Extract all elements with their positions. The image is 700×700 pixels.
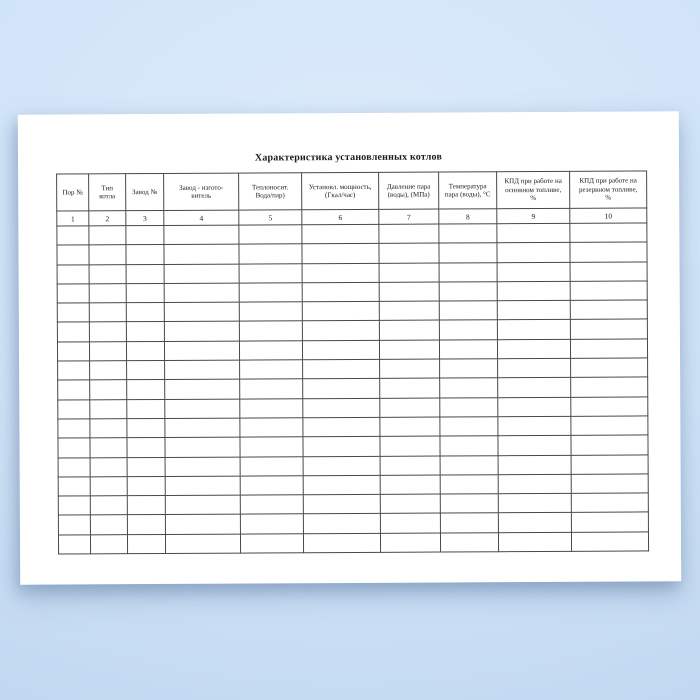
empty-cell-r1-c2 <box>89 226 126 245</box>
empty-cell-r9-c7 <box>380 378 440 398</box>
table-body <box>57 223 649 554</box>
empty-cell-r8-c10 <box>571 358 648 378</box>
empty-cell-r14-c1 <box>58 477 90 496</box>
empty-cell-r7-c4 <box>164 341 239 361</box>
empty-cell-r12-c2 <box>90 438 127 457</box>
empty-cell-r7-c1 <box>57 342 89 361</box>
empty-cell-r6-c5 <box>239 321 302 341</box>
empty-cell-r15-c2 <box>90 496 127 515</box>
empty-cell-r2-c1 <box>57 245 89 264</box>
empty-cell-r16-c4 <box>165 515 240 535</box>
empty-cell-r6-c2 <box>89 322 126 341</box>
empty-cell-r3-c1 <box>57 264 89 283</box>
empty-cell-r14-c7 <box>380 475 440 495</box>
empty-cell-r14-c5 <box>240 476 303 496</box>
empty-cell-r14-c3 <box>127 476 165 495</box>
empty-cell-r10-c10 <box>571 397 648 417</box>
empty-cell-r12-c5 <box>240 437 303 457</box>
column-number-7: 7 <box>379 209 439 224</box>
column-number-10: 10 <box>570 208 647 223</box>
boilers-table <box>56 170 649 554</box>
empty-cell-r16-c1 <box>58 515 90 534</box>
empty-cell-r16-c9 <box>498 513 571 533</box>
empty-cell-r5-c4 <box>164 302 239 322</box>
column-number-2: 2 <box>89 211 126 226</box>
empty-cell-r12-c7 <box>380 436 440 456</box>
empty-cell-r1-c5 <box>239 225 302 245</box>
empty-cell-r16-c8 <box>440 513 498 533</box>
empty-cell-r5-c5 <box>239 302 302 322</box>
empty-cell-r10-c1 <box>58 400 90 419</box>
empty-cell-r4-c7 <box>379 282 439 302</box>
column-number-4: 4 <box>164 210 239 225</box>
document-page <box>18 111 681 584</box>
empty-cell-r8-c9 <box>498 358 571 378</box>
empty-cell-r7-c10 <box>570 339 647 359</box>
empty-cell-r9-c8 <box>440 378 498 398</box>
empty-cell-r15-c8 <box>440 494 498 514</box>
empty-cell-r6-c1 <box>57 322 89 341</box>
empty-cell-r8-c5 <box>240 360 303 380</box>
empty-cell-r4-c8 <box>439 282 497 302</box>
empty-cell-r15-c4 <box>165 495 240 515</box>
empty-cell-r5-c2 <box>89 303 126 322</box>
empty-cell-r15-c6 <box>303 494 380 514</box>
empty-cell-r3-c6 <box>302 263 379 283</box>
empty-cell-r8-c1 <box>58 361 90 380</box>
empty-cell-r12-c3 <box>127 438 165 457</box>
empty-cell-r12-c9 <box>498 436 571 456</box>
empty-cell-r15-c5 <box>240 495 303 515</box>
empty-cell-r1-c9 <box>497 223 570 243</box>
empty-cell-r2-c2 <box>89 245 126 264</box>
empty-cell-r2-c4 <box>164 244 239 264</box>
empty-cell-r1-c6 <box>302 224 379 244</box>
empty-row-17 <box>58 532 648 554</box>
empty-cell-r17-c2 <box>90 534 127 553</box>
header-row <box>57 171 647 211</box>
empty-cell-r11-c6 <box>303 417 380 437</box>
column-number-8: 8 <box>439 209 497 224</box>
empty-cell-r5-c7 <box>379 301 439 321</box>
empty-cell-r10-c4 <box>165 399 240 419</box>
empty-cell-r2-c7 <box>379 243 439 263</box>
column-header-4: Завод - изгото- витель <box>164 173 239 210</box>
empty-cell-r11-c4 <box>165 418 240 438</box>
empty-cell-r12-c1 <box>58 438 90 457</box>
empty-cell-r7-c6 <box>302 340 379 360</box>
column-number-6: 6 <box>302 209 379 224</box>
empty-cell-r8-c4 <box>165 360 240 380</box>
empty-cell-r11-c7 <box>380 417 440 437</box>
empty-cell-r5-c9 <box>497 301 570 321</box>
empty-cell-r13-c2 <box>90 457 127 476</box>
empty-cell-r4-c9 <box>497 281 570 301</box>
column-header-5: Теплоносит. Вода/пар) <box>239 173 302 210</box>
empty-cell-r16-c3 <box>127 515 165 534</box>
column-number-5: 5 <box>239 210 302 225</box>
empty-cell-r10-c3 <box>127 399 165 418</box>
empty-cell-r4-c5 <box>239 283 302 303</box>
document-title: Характеристика установленных котлов <box>254 151 443 164</box>
empty-cell-r15-c3 <box>127 496 165 515</box>
empty-cell-r1-c10 <box>570 223 647 243</box>
empty-cell-r14-c10 <box>571 474 648 494</box>
empty-cell-r13-c6 <box>303 456 380 476</box>
empty-cell-r7-c5 <box>239 341 302 361</box>
column-header-1: Пор № <box>57 174 89 211</box>
empty-cell-r13-c9 <box>498 455 571 475</box>
empty-cell-r1-c4 <box>164 225 239 245</box>
empty-cell-r9-c5 <box>240 379 303 399</box>
table-head <box>57 171 647 226</box>
empty-cell-r2-c5 <box>239 244 302 264</box>
empty-cell-r7-c9 <box>497 339 570 359</box>
empty-cell-r10-c6 <box>303 398 380 418</box>
empty-cell-r7-c3 <box>126 341 164 360</box>
empty-cell-r11-c3 <box>127 418 165 437</box>
empty-cell-r17-c8 <box>440 532 498 552</box>
empty-cell-r8-c8 <box>440 359 498 379</box>
empty-cell-r14-c4 <box>165 476 240 496</box>
column-header-10: КПД при работе на резервном топливе, % <box>570 171 647 208</box>
empty-cell-r15-c7 <box>380 494 440 514</box>
empty-cell-r13-c8 <box>440 455 498 475</box>
empty-cell-r8-c3 <box>127 361 165 380</box>
empty-cell-r11-c10 <box>571 416 648 436</box>
column-header-3: Завод № <box>126 173 164 210</box>
empty-cell-r6-c6 <box>302 321 379 341</box>
empty-cell-r11-c9 <box>498 416 571 436</box>
empty-cell-r6-c9 <box>497 320 570 340</box>
column-header-6: Установл. мощность, (Гкал/час) <box>302 172 379 209</box>
empty-cell-r17-c3 <box>127 534 165 553</box>
empty-cell-r14-c2 <box>90 477 127 496</box>
empty-cell-r16-c6 <box>303 514 380 534</box>
empty-cell-r15-c9 <box>498 493 571 513</box>
empty-cell-r6-c10 <box>570 319 647 339</box>
empty-cell-r13-c10 <box>571 455 648 475</box>
empty-cell-r9-c2 <box>90 380 127 399</box>
empty-cell-r5-c3 <box>126 303 164 322</box>
empty-cell-r4-c1 <box>57 284 89 303</box>
empty-cell-r6-c3 <box>126 322 164 341</box>
empty-cell-r4-c4 <box>164 283 239 303</box>
column-number-9: 9 <box>497 208 570 223</box>
empty-cell-r1-c1 <box>57 226 89 245</box>
empty-cell-r3-c9 <box>497 262 570 282</box>
empty-cell-r5-c10 <box>570 300 647 320</box>
empty-cell-r17-c6 <box>303 533 380 553</box>
empty-cell-r8-c6 <box>303 359 380 379</box>
empty-cell-r17-c10 <box>571 532 648 552</box>
empty-cell-r9-c6 <box>303 379 380 399</box>
empty-cell-r6-c8 <box>439 320 497 340</box>
empty-cell-r3-c10 <box>570 262 647 282</box>
empty-cell-r9-c10 <box>571 377 648 397</box>
empty-cell-r5-c8 <box>439 301 497 321</box>
empty-cell-r4-c2 <box>89 284 126 303</box>
empty-cell-r16-c7 <box>380 513 440 533</box>
empty-cell-r11-c2 <box>90 419 127 438</box>
empty-cell-r9-c9 <box>498 378 571 398</box>
empty-cell-r14-c8 <box>440 475 498 495</box>
empty-cell-r8-c2 <box>90 361 127 380</box>
column-header-7: Давление пара (воды), (МПа) <box>379 172 439 209</box>
empty-cell-r5-c1 <box>57 303 89 322</box>
empty-cell-r14-c6 <box>303 475 380 495</box>
empty-cell-r2-c6 <box>302 244 379 264</box>
empty-cell-r17-c4 <box>165 534 240 554</box>
empty-cell-r7-c7 <box>379 340 439 360</box>
empty-cell-r4-c3 <box>126 283 164 302</box>
empty-cell-r13-c1 <box>58 457 90 476</box>
empty-cell-r10-c8 <box>440 397 498 417</box>
empty-cell-r7-c2 <box>89 341 126 360</box>
empty-cell-r12-c8 <box>440 436 498 456</box>
empty-cell-r7-c8 <box>439 340 497 360</box>
column-number-1: 1 <box>57 211 89 226</box>
column-header-8: Температура пара (воды), °С <box>439 172 497 209</box>
empty-cell-r13-c3 <box>127 457 165 476</box>
empty-cell-r11-c1 <box>58 419 90 438</box>
empty-cell-r14-c9 <box>498 474 571 494</box>
empty-cell-r1-c3 <box>126 225 164 244</box>
empty-cell-r3-c2 <box>89 264 126 283</box>
empty-cell-r4-c10 <box>570 281 647 301</box>
empty-cell-r3-c5 <box>239 263 302 283</box>
empty-cell-r6-c7 <box>379 321 439 341</box>
empty-cell-r3-c8 <box>439 262 497 282</box>
empty-cell-r1-c8 <box>439 224 497 244</box>
empty-cell-r11-c8 <box>440 417 498 437</box>
empty-cell-r13-c7 <box>380 456 440 476</box>
empty-cell-r17-c5 <box>240 533 303 553</box>
column-header-2: Тип котла <box>89 174 126 211</box>
empty-cell-r5-c6 <box>302 302 379 322</box>
empty-cell-r3-c7 <box>379 263 439 283</box>
empty-cell-r4-c6 <box>302 282 379 302</box>
empty-cell-r12-c4 <box>165 437 240 457</box>
empty-cell-r16-c2 <box>90 515 127 534</box>
empty-cell-r2-c8 <box>439 243 497 263</box>
empty-cell-r1-c7 <box>379 224 439 244</box>
empty-cell-r15-c10 <box>571 493 648 513</box>
empty-cell-r2-c10 <box>570 242 647 262</box>
empty-cell-r9-c4 <box>165 379 240 399</box>
empty-cell-r11-c5 <box>240 418 303 438</box>
empty-cell-r9-c3 <box>127 380 165 399</box>
empty-cell-r10-c2 <box>90 399 127 418</box>
empty-cell-r2-c9 <box>497 243 570 263</box>
empty-cell-r16-c10 <box>571 512 648 532</box>
empty-cell-r15-c1 <box>58 496 90 515</box>
empty-cell-r10-c7 <box>380 398 440 418</box>
empty-cell-r9-c1 <box>58 380 90 399</box>
empty-cell-r3-c3 <box>126 264 164 283</box>
empty-cell-r6-c4 <box>164 322 239 342</box>
empty-cell-r17-c9 <box>498 532 571 552</box>
column-header-9: КПД при работе на основном топливе, % <box>497 171 570 208</box>
empty-cell-r10-c5 <box>240 398 303 418</box>
empty-cell-r13-c5 <box>240 456 303 476</box>
empty-cell-r10-c9 <box>498 397 571 417</box>
empty-cell-r8-c7 <box>380 359 440 379</box>
empty-cell-r16-c5 <box>240 514 303 534</box>
empty-cell-r17-c1 <box>58 535 90 554</box>
empty-cell-r3-c4 <box>164 264 239 284</box>
empty-cell-r17-c7 <box>380 533 440 553</box>
empty-cell-r2-c3 <box>126 245 164 264</box>
empty-cell-r13-c4 <box>165 457 240 477</box>
empty-cell-r12-c6 <box>303 437 380 457</box>
empty-cell-r12-c10 <box>571 435 648 455</box>
column-number-3: 3 <box>126 210 164 225</box>
